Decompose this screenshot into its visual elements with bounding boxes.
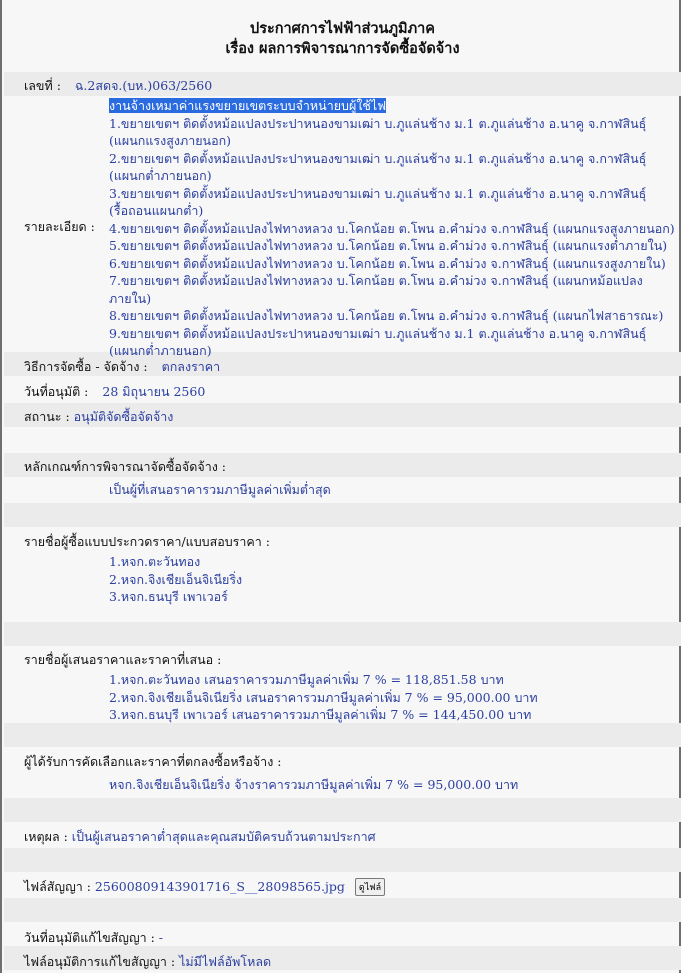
buyers-list: [109, 553, 242, 606]
details-line: 9.ขยายเขตฯ ติดตั้งหม้อแปลงประปาหนองขามเฒ่า บ.ภูแล่นช้าง ม.1 ต.ภูแล่นช้าง อ.นาคู จ.กาฬสินธุ์: [109, 325, 647, 341]
details-line: ภายใน): [109, 290, 152, 306]
approve-date-row: [24, 382, 205, 402]
bidder-item: 2.หจก.จิงเชียเอ็นจิเนียริ่ง เสนอราคารวมภาษีมูลค่าเพิ่ม 7 % = 95,000.00 บาท: [109, 689, 538, 705]
approve-date-label: วันที่อนุมัติ :: [24, 384, 89, 399]
details-line: 6.ขยายเขตฯ ติดตั้งหม้อแปลงไฟทางหลวง บ.โคกน้อย ต.โพน อ.คำม่วง จ.กาฬสินธุ์ (แผนกแรงสูงภายใน): [109, 255, 666, 271]
details-line: (แผนกต่ำภายนอก): [109, 343, 212, 358]
details-line: (แผนกต่ำภายนอก): [109, 168, 212, 183]
amend-file-value: ไม่มีไฟล์อัพโหลด: [179, 954, 272, 969]
contract-file-label: ไฟล์สัญญา :: [24, 879, 91, 894]
approve-date-value: 28 มิถุนายน 2560: [102, 384, 206, 399]
method-value: ตกลงราคา: [161, 359, 221, 374]
details-line: 7.ขยายเขตฯ ติดตั้งหม้อแปลงไฟทางหลวง บ.โคกน้อย ต.โพน อ.คำม่วง จ.กาฬสินธุ์ (แผนกหม้อแปลง: [109, 273, 643, 288]
status-row: [24, 407, 173, 427]
doc-no-row: [24, 76, 212, 96]
band-spacer-3: [4, 723, 681, 747]
details-line: 1.ขยายเขตฯ ติดตั้งหม้อแปลงประปาหนองขามเฒ่า บ.ภูแล่นช้าง ม.1 ต.ภูแล่นช้าง อ.นาคู จ.กาฬสินธุ์: [109, 115, 647, 131]
winner-label: ผู้ได้รับการคัดเลือกและราคาที่ตกลงซื้อหรือจ้าง :: [24, 754, 282, 769]
bidders-label: รายชื่อผู้เสนอราคาและราคาที่เสนอ :: [24, 652, 222, 667]
amend-date-value: -: [158, 930, 164, 945]
details-label: รายละเอียด :: [24, 219, 95, 234]
doc-no-value: ฉ.2สดจ.(บห.)063/2560: [74, 78, 213, 93]
details-list: [109, 97, 675, 360]
details-line: (รื้อถอนแผนกต่ำ): [109, 203, 204, 218]
band-spacer-2: [4, 622, 681, 646]
buyer-item: 2.หจก.จิงเชียเอ็นจิเนียริ่ง: [109, 571, 243, 587]
reason-label: เหตุผล :: [24, 829, 68, 844]
contract-file-name: 25600809143901716_S__28098565.jpg: [94, 879, 345, 894]
buyer-item: 1.หจก.ตะวันทอง: [109, 554, 201, 569]
amend-date-row: [24, 928, 163, 948]
bidder-item: 3.หจก.ธนบุรี เพาเวอร์ เสนอราคารวมภาษีมูลค่าเพิ่ม 7 % = 144,450.00 บาท: [109, 707, 532, 722]
details-line: (แผนกแรงสูงภายนอก): [109, 133, 232, 148]
band-spacer-5: [4, 848, 681, 872]
page-subtitle: เรื่อง ผลการพิจารณาการจัดซื้อจัดจ้าง: [225, 40, 460, 57]
amend-date-label: วันที่อนุมัติแก้ไขสัญญา :: [24, 930, 155, 945]
band-spacer-1: [4, 503, 681, 527]
band-spacer-6: [4, 898, 681, 922]
details-line: 2.ขยายเขตฯ ติดตั้งหม้อแปลงประปาหนองขามเฒ่า บ.ภูแล่นช้าง ม.1 ต.ภูแล่นช้าง อ.นาคู จ.กาฬสินธุ์: [109, 150, 647, 166]
band-spacer-4: [4, 798, 681, 822]
status-label: สถานะ :: [24, 409, 70, 424]
amend-file-row: [24, 952, 271, 972]
reason-value: เป็นผู้เสนอราคาต่ำสุดและคุณสมบัติครบถ้วนตามประกาศ: [71, 829, 376, 844]
view-file-button[interactable]: ดูไฟล์: [355, 878, 385, 896]
criteria-label: หลักเกณฑ์การพิจารณาจัดซื้อจัดจ้าง :: [24, 459, 227, 474]
details-line: 4.ขยายเขตฯ ติดตั้งหม้อแปลงไฟทางหลวง บ.โคกน้อย ต.โพน อ.คำม่วง จ.กาฬสินธุ์ (แผนกแรงสูงภายนอก): [109, 220, 675, 236]
status-value: อนุมัติจัดซื้อจัดจ้าง: [73, 409, 174, 424]
details-line: 5.ขยายเขตฯ ติดตั้งหม้อแปลงไฟทางหลวง บ.โคกน้อย ต.โพน อ.คำม่วง จ.กาฬสินธุ์ (แผนกแรงต่ำภายใน): [109, 238, 668, 253]
method-label: วิธีการจัดซื้อ - จัดจ้าง :: [24, 359, 148, 374]
criteria-value: เป็นผู้ที่เสนอราคารวมภาษีมูลค่าเพิ่มต่ำสุด: [109, 482, 331, 497]
bidders-list: [109, 671, 538, 724]
reason-row: [24, 827, 376, 847]
doc-no-label: เลขที่ :: [24, 78, 61, 93]
details-line: 8.ขยายเขตฯ ติดตั้งหม้อแปลงไฟทางหลวง บ.โคกน้อย ต.โพน อ.คำม่วง จ.กาฬสินธุ์ (แผนกไฟสาธารณะ): [109, 308, 664, 323]
details-heading: งานจ้างเหมาค่าแรงขยายเขตระบบจำหน่ายบผู้ใช้ไฟ: [109, 98, 387, 113]
buyers-label: รายชื่อผู้ซื้อแบบประกวดราคา/แบบสอบราคา :: [24, 534, 270, 549]
bidder-item: 1.หจก.ตะวันทอง เสนอราคารวมภาษีมูลค่าเพิ่ม 7 % = 118,851.58 บาท: [109, 672, 504, 687]
winner-value: หจก.จิงเชียเอ็นจิเนียริ่ง จ้างราคารวมภาษีมูลค่าเพิ่ม 7 % = 95,000.00 บาท: [109, 777, 519, 792]
contract-file-row: [24, 877, 385, 897]
buyer-item: 3.หจก.ธนบุรี เพาเวอร์: [109, 589, 228, 604]
amend-file-label: ไฟล์อนุมัติการแก้ไขสัญญา :: [24, 954, 176, 969]
details-line: 3.ขยายเขตฯ ติดตั้งหม้อแปลงประปาหนองขามเฒ่า บ.ภูแล่นช้าง ม.1 ต.ภูแล่นช้าง อ.นาคู จ.กาฬสินธุ์: [109, 185, 647, 201]
page-title: ประกาศการไฟฟ้าส่วนภูมิภาค: [249, 20, 435, 37]
method-row: [24, 357, 220, 377]
